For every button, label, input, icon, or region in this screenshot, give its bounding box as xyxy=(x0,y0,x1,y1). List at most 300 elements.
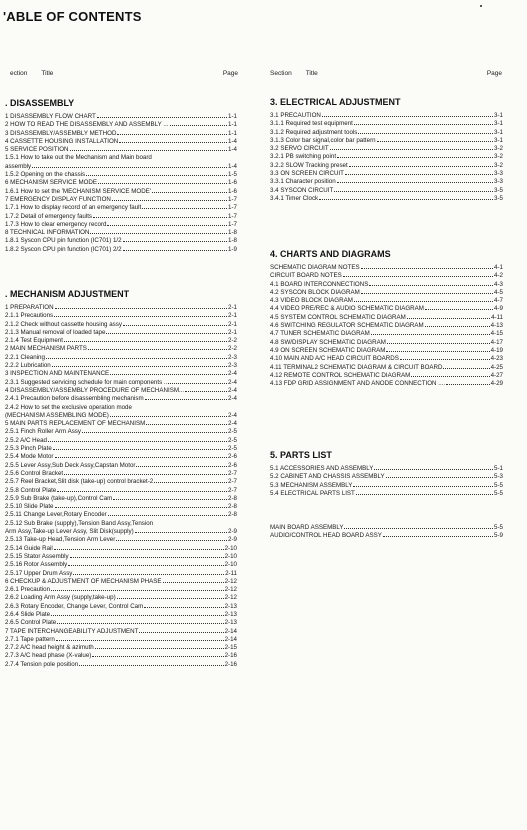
toc-entry-title: SCHEMATIC DIAGRAM NOTES xyxy=(270,264,360,271)
toc-entry xyxy=(270,288,503,296)
toc-entry xyxy=(270,489,503,497)
dot-leader xyxy=(79,660,223,666)
toc-entry-title: 4.2 SYSCON BLOCK DIAGRAM xyxy=(270,288,360,296)
toc-entry xyxy=(5,436,237,444)
toc-entry-page: 2-1 xyxy=(228,320,237,328)
dot-leader xyxy=(82,427,227,433)
toc-entry-page: 4-17 xyxy=(490,338,503,346)
dot-leader xyxy=(337,152,493,158)
toc-entry xyxy=(5,461,237,469)
toc-entry-title: 4.6 SWITCHING REGULATOR SCHEMATIC DIAGRAM xyxy=(270,322,424,330)
dot-leader xyxy=(400,354,490,360)
dot-leader xyxy=(113,494,227,500)
toc-entry-page: 2-7 xyxy=(228,486,237,494)
dot-leader xyxy=(135,527,227,533)
toc-entry-title: AUDIO/CONTROL HEAD BOARD ASSY xyxy=(270,532,382,540)
toc-entry xyxy=(5,311,237,319)
toc-entry-page: 1-6 xyxy=(228,179,237,187)
toc-entry-page: 4-7 xyxy=(494,297,503,305)
toc-entry-title: 3 INSPECTION AND MAINTENANCE xyxy=(5,370,110,378)
toc-entry xyxy=(270,321,503,329)
toc-entry xyxy=(270,338,503,346)
dot-leader xyxy=(343,271,493,277)
toc-entry-page: 1-7 xyxy=(228,220,237,228)
toc-entry-title: 2.5.13 Take-up Head,Tension Arm Lever xyxy=(5,536,116,544)
toc-entry-title: 2.7.2 A/C head height & azimuth xyxy=(5,644,94,652)
dot-leader xyxy=(108,510,227,516)
toc-entry-page: 2-9 xyxy=(228,528,237,536)
toc-entry-title: 2.1.1 Precautions xyxy=(5,312,54,320)
toc-entry xyxy=(270,144,503,152)
toc-entry-title: 2.6.1 Precaution xyxy=(5,586,51,594)
toc-entry xyxy=(270,263,503,271)
toc-entry-title: 2.5.10 Slide Plate xyxy=(5,503,54,511)
toc-entry-page: 3-1 xyxy=(494,136,503,144)
toc-entry-page: 2-4 xyxy=(228,378,237,386)
toc-entry-title: 4.7 TUNER SCHEMATIC DIAGRAM xyxy=(270,330,370,338)
dot-leader xyxy=(53,444,227,450)
toc-entry-title: 7 TAPE INTERCHANGEABILITY ADJUSTMENT xyxy=(5,627,139,635)
toc-entry-title: 4.4 VIDEO PRE/REC & AUDIO SCHEMATIC DIAGRAM xyxy=(270,305,424,313)
toc-entry xyxy=(5,486,237,494)
toc-entry xyxy=(270,186,503,194)
toc-entry xyxy=(5,129,237,137)
toc-entry xyxy=(5,651,237,659)
toc-entry-page: 2-11 xyxy=(225,569,237,577)
toc-entry-title: 5.1 ACCESSORIES AND ASSEMBLY xyxy=(270,465,374,472)
dot-leader xyxy=(354,119,493,125)
left-column-header xyxy=(10,70,238,77)
dot-leader xyxy=(54,544,224,550)
toc-entry-title: 2.1.4 Test Equipment xyxy=(5,337,64,345)
toc-entry xyxy=(270,472,503,480)
dot-leader xyxy=(32,162,227,168)
toc-entry xyxy=(270,313,503,321)
toc-entry-page: 2-5 xyxy=(228,436,237,444)
toc-entry xyxy=(270,111,503,119)
toc-entry-page: 3-1 xyxy=(494,128,503,136)
toc-entry-page: 1-1 xyxy=(228,121,237,129)
toc-entry-page: 4-2 xyxy=(494,272,503,280)
toc-entry-title: 3 DISASSEMBLY/ASSEMBLY METHOD xyxy=(5,129,117,137)
dot-leader xyxy=(142,203,227,209)
toc-entry xyxy=(5,544,237,552)
toc-entry-page: 2-12 xyxy=(224,594,237,602)
toc-entry-title: 2.6.5 Control Plate xyxy=(5,619,57,627)
toc-entry-page: 3-3 xyxy=(494,170,503,178)
toc-entry-page: 2-4 xyxy=(228,370,237,378)
dot-leader xyxy=(117,593,224,599)
toc-entry-title: 5.3 MECHANISM ASSEMBLY xyxy=(270,481,353,489)
toc-entry-title: 3.4.1 Timer Clock xyxy=(270,194,319,202)
dot-leader xyxy=(170,120,227,126)
toc-entry-title: 2.7.1 Tape pattern xyxy=(5,635,55,643)
toc-entry-title: Arm Assy,Take-up Lever Assy, Slit Disk(supply) xyxy=(5,528,134,536)
toc-entry-title: 2.5.2 A/C Head xyxy=(5,436,47,444)
toc-entry-page: 5-5 xyxy=(494,489,503,497)
toc-entry-page: 4-3 xyxy=(494,280,503,288)
dot-leader xyxy=(55,502,228,508)
dot-leader xyxy=(51,610,224,616)
dot-leader xyxy=(64,469,227,475)
toc-entry-title: 1 DISASSEMBLY FLOW CHART xyxy=(5,113,96,120)
toc-entry-page: 1-1 xyxy=(228,129,237,137)
dot-leader xyxy=(361,263,493,269)
toc-entry-page: 1-4 xyxy=(228,137,237,145)
dot-leader xyxy=(51,585,224,591)
toc-entry-page: 2-3 xyxy=(228,353,237,361)
toc-entry-page: 2-2 xyxy=(228,345,237,353)
toc-entry-page: 2-6 xyxy=(228,461,237,469)
dot-leader xyxy=(145,394,227,400)
toc-entry xyxy=(5,112,237,120)
toc-entry-title: 1.5.1 How to take out the Mechanism and Main board xyxy=(5,154,152,162)
toc-entry-page: 1-7 xyxy=(228,195,237,203)
toc-entry-page: 2-10 xyxy=(224,561,237,569)
toc-entry-page: 2-14 xyxy=(224,635,237,643)
toc-entry-page: 2-9 xyxy=(228,536,237,544)
toc-entry xyxy=(270,379,503,387)
dot-leader xyxy=(116,535,227,541)
toc-entry-page: 2-10 xyxy=(224,552,237,560)
toc-entry-title: 3.3 ON SCREEN CIRCUIT xyxy=(270,170,344,178)
toc-section-electrical-adjustment xyxy=(270,97,503,202)
toc-entry-title: 3.1.2 Required adjustment tools xyxy=(270,128,358,136)
toc-entry xyxy=(5,170,237,178)
toc-entry-page: 1-9 xyxy=(228,245,237,253)
toc-entry xyxy=(5,627,237,635)
toc-entry-page: 4-1 xyxy=(494,264,503,271)
toc-entry xyxy=(5,502,237,510)
dot-leader xyxy=(95,643,224,649)
speck-mark xyxy=(480,5,482,7)
toc-entry xyxy=(5,145,237,153)
toc-entry xyxy=(270,354,503,362)
toc-entry xyxy=(5,585,237,593)
toc-entry-page: 3-1 xyxy=(494,112,503,119)
toc-entry-page: 2-13 xyxy=(224,602,237,610)
dot-leader xyxy=(123,320,227,326)
toc-entry-title: 2.2.2 Lubrication xyxy=(5,362,51,370)
toc-entry-page: 1-7 xyxy=(228,212,237,220)
toc-entry xyxy=(5,328,237,336)
toc-entry-page: 2-8 xyxy=(228,494,237,502)
toc-entry-title: 2.7.3 A/C head phase (X-value) xyxy=(5,652,92,660)
toc-entry xyxy=(5,569,237,577)
dot-leader xyxy=(387,338,490,344)
section-heading: 3. ELECTRICAL ADJUSTMENT xyxy=(270,97,401,107)
dot-leader xyxy=(330,144,493,150)
toc-entry xyxy=(5,510,237,518)
toc-entry-page: 4-23 xyxy=(490,355,503,363)
toc-entry xyxy=(270,304,503,312)
toc-entry xyxy=(5,137,237,145)
dot-leader xyxy=(46,353,227,359)
dot-leader xyxy=(371,329,490,335)
toc-entry xyxy=(270,329,503,337)
toc-entries xyxy=(5,112,237,253)
toc-entry-page: 2-8 xyxy=(228,511,237,519)
toc-entry-page: 2-16 xyxy=(224,660,237,668)
toc-entry-page: 3-5 xyxy=(494,186,503,194)
toc-entry-title: 2.3.1 Suggested servicing schedule for main components .. xyxy=(5,378,168,386)
toc-entry-title: 1.6.1 How to set the 'MECHANISM SERVICE MODE' xyxy=(5,187,151,195)
toc-entry-title: MAIN BOARD ASSEMBLY xyxy=(270,524,344,531)
toc-entry-page: 4-27 xyxy=(490,371,503,379)
toc-section-parts-list xyxy=(270,450,503,497)
toc-entry xyxy=(270,161,503,169)
dot-leader xyxy=(107,220,227,226)
dot-leader xyxy=(344,523,493,529)
dot-leader xyxy=(70,145,228,151)
dot-leader xyxy=(163,577,224,583)
dot-leader xyxy=(386,346,489,352)
dot-leader xyxy=(139,627,223,633)
toc-entry-title: 1.5.2 Opening on the chassis xyxy=(5,171,86,179)
toc-entry xyxy=(5,220,237,228)
right-column-header xyxy=(270,70,502,77)
toc-entry xyxy=(5,403,237,411)
toc-entry-title: 1.7.1 How to display record of an emergency fault xyxy=(5,204,142,212)
toc-entry xyxy=(5,643,237,651)
dot-leader xyxy=(154,477,227,483)
toc-entry-title: 5.2 CABINET AND CHASSIS ASSEMBLY xyxy=(270,473,385,481)
toc-entry-title: 5 SERVICE POSITION xyxy=(5,146,69,154)
dot-leader xyxy=(334,186,493,192)
toc-entry-title: 4.12 REMOTE CONTROL SCHEMATIC DIAGRAM xyxy=(270,371,411,379)
toc-entry-title: 4 CASSETTE HOUSING INSTALLATION xyxy=(5,137,119,145)
toc-entry xyxy=(5,353,237,361)
dot-leader xyxy=(337,177,493,183)
dot-leader xyxy=(92,651,223,657)
toc-entry xyxy=(5,552,237,560)
page-column-label: Page xyxy=(486,70,502,77)
toc-entries xyxy=(270,111,503,202)
toc-entry xyxy=(270,531,503,539)
toc-entry-title: 2.5.4 Mode Motor xyxy=(5,453,54,461)
dot-leader xyxy=(48,436,227,442)
toc-entry xyxy=(270,128,503,136)
toc-entry-title: 2.5.3 Pinch Plate xyxy=(5,445,52,453)
dot-leader xyxy=(54,311,227,317)
toc-entry xyxy=(5,178,237,186)
toc-entry-title: 2.5.14 Guide Rail xyxy=(5,544,53,552)
toc-entry-page: 4-9 xyxy=(494,305,503,313)
toc-entry-title: 2.6.4 Slide Plate xyxy=(5,610,51,618)
toc-entry xyxy=(5,602,237,610)
section-heading: 4. CHARTS AND DIAGRAMS xyxy=(270,249,391,259)
toc-entry-title: 4.11 TERMINAL2 SCHEMATIC DIAGRAM & CIRCUIT BOARD xyxy=(270,363,443,371)
toc-entry xyxy=(270,169,503,177)
toc-entry xyxy=(5,477,237,485)
toc-entry-title: 2 MAIN MECHANISM PARTS xyxy=(5,345,87,353)
toc-entry-title: 2.5.11 Change Lever,Rotary Encoder xyxy=(5,511,107,519)
toc-entry-page: 2-5 xyxy=(228,428,237,436)
toc-entry xyxy=(270,152,503,160)
toc-entry-title: 2.5.12 Sub Brake (supply),Tension Band Assy,Tension xyxy=(5,519,154,527)
toc-entry-page: 2-8 xyxy=(228,503,237,511)
toc-entry xyxy=(5,444,237,452)
dot-leader xyxy=(377,136,493,142)
toc-entries xyxy=(5,303,237,668)
toc-entry xyxy=(5,419,237,427)
toc-entry-title: 2.1.3 Manual removal of loaded tape xyxy=(5,328,106,336)
toc-entry xyxy=(5,336,237,344)
toc-entry-title: 5.4 ELECTRICAL PARTS LIST xyxy=(270,489,355,497)
toc-entry xyxy=(270,194,503,202)
toc-entry-page: 2-2 xyxy=(228,337,237,345)
dot-leader xyxy=(358,128,493,134)
toc-entry-title: 1.7.2 Detail of emergency faults xyxy=(5,212,93,220)
toc-entry-page: 2-4 xyxy=(228,411,237,419)
toc-entry-page: 2-4 xyxy=(228,386,237,394)
toc-entry-title: 2.5.8 Control Plate xyxy=(5,486,57,494)
toc-entry-page: 2-4 xyxy=(228,395,237,403)
dot-leader xyxy=(119,137,227,143)
toc-entry-title: 2.5.17 Upper Drum Assy xyxy=(5,569,73,577)
toc-entry-title: 3.3.1 Character position xyxy=(270,178,336,186)
toc-entry-title: 2.6.2 Loading Arm Assy (supply,take-up) xyxy=(5,594,116,602)
toc-entry xyxy=(5,494,237,502)
toc-entry-title: 2.2.1 Cleaning xyxy=(5,353,45,361)
toc-entry-page: 2-4 xyxy=(228,420,237,428)
toc-entry-title: 4.13 FDP GRID ASSIGNMENT AND ANODE CONNECTION .... xyxy=(270,380,446,388)
toc-entry-title: 2.1.2 Check without cassette housing assy xyxy=(5,320,122,328)
toc-entry-title: 6 MECHANISM SERVICE MODE xyxy=(5,179,98,187)
toc-entry-page: 2-12 xyxy=(224,577,237,585)
toc-entry-title: 4.9 ON SCREEN SCHEMATIC DIAGRAM xyxy=(270,346,386,354)
toc-section-mechanism-adjustment xyxy=(5,289,237,668)
toc-entry-page: 1-1 xyxy=(228,113,237,120)
toc-entry-page: 1-4 xyxy=(228,162,237,170)
toc-entry-title: 4.1 BOARD INTERCONNECTIONS xyxy=(270,280,369,288)
toc-entry-page: 2-7 xyxy=(228,469,237,477)
toc-entry-page: 2-12 xyxy=(224,586,237,594)
dot-leader xyxy=(97,112,227,118)
toc-entry xyxy=(270,296,503,304)
dot-leader xyxy=(73,569,224,575)
dot-leader xyxy=(369,280,493,286)
dot-leader xyxy=(146,419,227,425)
toc-entry xyxy=(270,280,503,288)
toc-entry-page: 1-8 xyxy=(228,229,237,237)
dot-leader xyxy=(407,313,490,319)
toc-entry-page: 2-13 xyxy=(224,619,237,627)
section-heading: 5. PARTS LIST xyxy=(270,450,332,460)
toc-section-disassembly xyxy=(5,98,237,253)
toc-entry-page: 3-2 xyxy=(494,153,503,161)
toc-entry xyxy=(5,618,237,626)
toc-entry xyxy=(5,394,237,402)
toc-entry-page: 3-2 xyxy=(494,145,503,153)
toc-entry xyxy=(5,610,237,618)
toc-entry xyxy=(270,177,503,185)
toc-entry-title: (MECHANISM ASSEMBLING MODE) xyxy=(5,411,109,419)
toc-entry xyxy=(5,519,237,527)
toc-entry xyxy=(5,361,237,369)
toc-entry-page: 2-1 xyxy=(228,312,237,320)
toc-entry xyxy=(5,212,237,220)
dot-leader xyxy=(57,486,227,492)
dot-leader xyxy=(425,321,490,327)
toc-entry-page: 2-1 xyxy=(228,328,237,336)
toc-section-charts-diagrams xyxy=(270,249,503,387)
toc-entry-title: 3.1.1 Required test equipment xyxy=(270,120,353,128)
toc-entry xyxy=(270,271,503,279)
toc-entry-page: 4-15 xyxy=(490,330,503,338)
dot-leader xyxy=(117,129,227,135)
toc-entries xyxy=(270,464,503,497)
dot-leader xyxy=(374,464,493,470)
toc-entry-title: 2.4.1 Precaution before disassembling mechanism xyxy=(5,395,144,403)
toc-entry-page: 1-4 xyxy=(228,146,237,154)
toc-entry-title: 5 MAIN PARTS REPLACEMENT OF MECHANISM xyxy=(5,420,146,428)
dot-leader xyxy=(90,228,227,234)
toc-entry-page: 2-6 xyxy=(228,453,237,461)
toc-entry-title: 2.5.15 Stator Assembly xyxy=(5,552,69,560)
toc-entry-title: 2.5.5 Lever Assy,Sub Deck Assy,Capstan Motor xyxy=(5,461,136,469)
section-heading: . MECHANISM ADJUSTMENT xyxy=(5,289,130,299)
page-title: 'ABLE OF CONTENTS xyxy=(3,9,142,24)
toc-entry-title: 3.2.1 PB switching point xyxy=(270,153,337,161)
toc-entry-title: 2.5.1 Finch Roller Arm Assy xyxy=(5,428,81,436)
dot-leader xyxy=(110,411,227,417)
toc-entry-title: 2 HOW TO READ THE DISASSEMBLY AND ASSEMBLY ... xyxy=(5,121,169,129)
toc-entry-title: 3.2 SERVO CIRCUIT xyxy=(270,145,329,153)
toc-entry-page: 5-5 xyxy=(494,524,503,531)
toc-entry-page: 4-11 xyxy=(491,313,503,321)
toc-entry-page: 4-25 xyxy=(490,363,503,371)
toc-entry-title: 2.5.7 Reel Bracket,Slit disk (take-up) control bracket-2 xyxy=(5,478,154,486)
toc-entry-page: 4-19 xyxy=(490,346,503,354)
dot-leader xyxy=(425,304,493,310)
section-heading: . DISASSEMBLY xyxy=(5,98,75,108)
toc-entry-title: 4.5 SYSTEM CONTROL SCHEMATIC DIAGRAM xyxy=(270,313,406,321)
dot-leader xyxy=(185,386,227,392)
dot-leader xyxy=(168,378,227,384)
toc-entry-title: 3.1.3 Color bar signal,color bar pattern xyxy=(270,136,376,144)
toc-entry-title: 4.8 SW/DISPLAY SCHEMATIC DIAGRAM xyxy=(270,338,386,346)
toc-entry-page: 1-7 xyxy=(228,204,237,212)
dot-leader xyxy=(112,195,227,201)
toc-entry-title: 1.8.2 Syscon CPU pin function (IC701) 2/2 xyxy=(5,245,122,253)
title-column-label: Title xyxy=(41,70,54,77)
dot-leader xyxy=(56,635,224,641)
toc-entry-page: 3-5 xyxy=(494,194,503,202)
dot-leader xyxy=(361,288,493,294)
toc-entry xyxy=(5,469,237,477)
dot-leader xyxy=(68,560,223,566)
dot-leader xyxy=(106,328,227,334)
toc-entry-title: 2.5.6 Control Bracket xyxy=(5,469,64,477)
toc-entry xyxy=(5,344,237,352)
toc-entry-title: 2.5.16 Rotor Assembly xyxy=(5,561,68,569)
toc-entry-title: 3.4 SYSCON CIRCUIT xyxy=(270,186,334,194)
toc-entry xyxy=(5,303,237,311)
toc-entry-page: 2-14 xyxy=(224,627,237,635)
toc-entry-page: 4-5 xyxy=(494,288,503,296)
dot-leader xyxy=(52,361,227,367)
toc-entry-title: 2.5.9 Sub Brake (take-up),Control Cam xyxy=(5,494,113,502)
toc-entry xyxy=(5,120,237,128)
toc-entry-title: 7 EMERGENCY DISPLAY FUNCTION xyxy=(5,195,111,203)
toc-entry xyxy=(270,119,503,127)
toc-entry-page: 2-7 xyxy=(228,478,237,486)
toc-entry-title: 2.4.2 How to set the exclusive operation mode xyxy=(5,403,132,411)
dot-leader xyxy=(446,379,489,385)
dot-leader xyxy=(354,296,493,302)
dot-leader xyxy=(349,161,493,167)
